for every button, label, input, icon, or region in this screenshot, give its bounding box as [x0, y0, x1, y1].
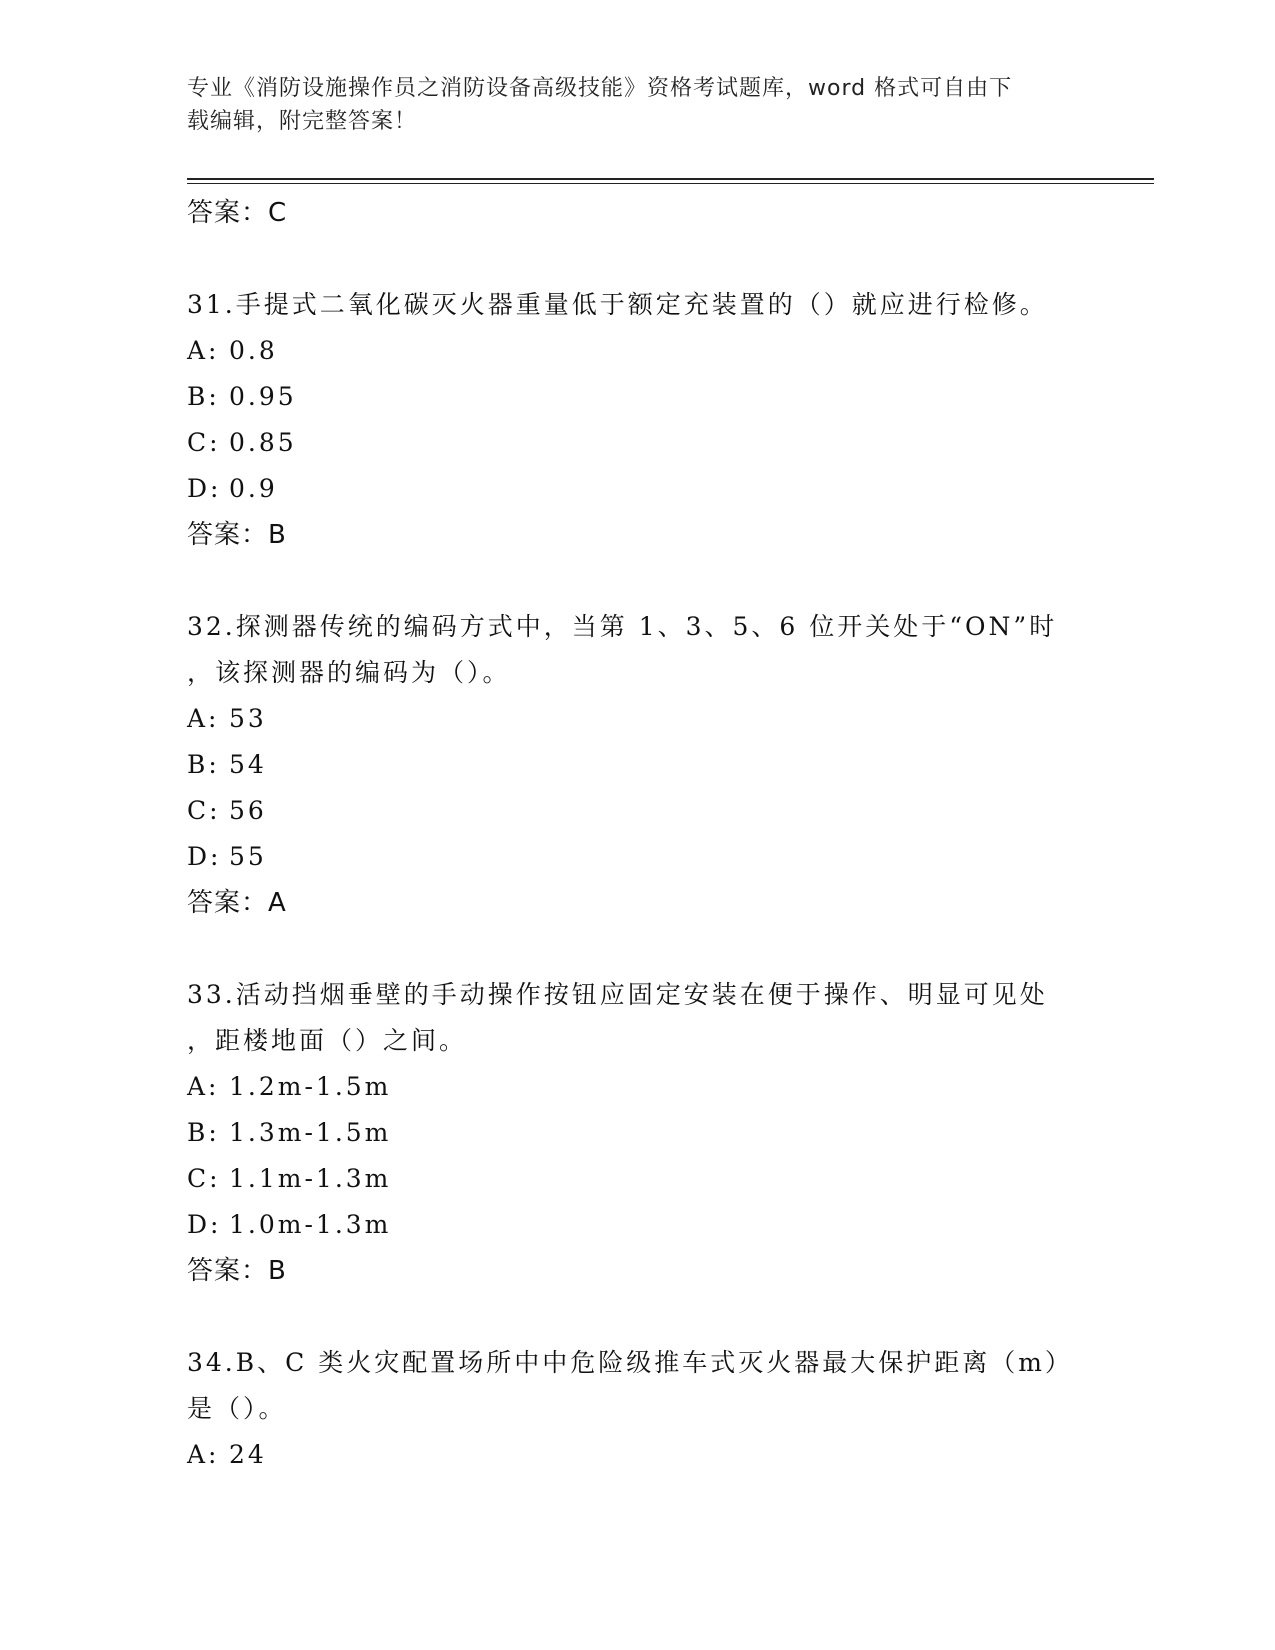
option-label: A: — [187, 704, 220, 733]
option-label: D: — [187, 474, 222, 503]
option-label: D: — [187, 1210, 222, 1239]
option-a — [187, 328, 1107, 374]
question-33 — [187, 972, 1107, 1294]
question-34 — [187, 1340, 1107, 1478]
option-text: 24 — [229, 1440, 267, 1469]
answer-prefix: 答案： — [187, 198, 269, 228]
option-c — [187, 788, 1107, 834]
option-label: A: — [187, 336, 220, 365]
answer-value: B — [268, 520, 287, 550]
header-divider-thin — [187, 183, 1154, 184]
question-text-continued: ，距楼地面（）之间。 — [187, 1026, 468, 1055]
option-text: 0.85 — [229, 428, 297, 457]
option-text: 0.95 — [229, 382, 297, 411]
option-text: 1.2m-1.5m — [229, 1072, 392, 1101]
question-text: 34.B、C 类火灾配置场所中中危险级推车式灭火器最大保护距离（m） — [187, 1348, 1073, 1377]
answer-value: C — [268, 198, 288, 228]
option-label: B: — [187, 1118, 220, 1147]
answer-prefix: 答案： — [187, 520, 269, 550]
option-b — [187, 742, 1107, 788]
option-text: 0.9 — [229, 474, 278, 503]
option-b — [187, 374, 1107, 420]
option-text: 1.3m-1.5m — [229, 1118, 392, 1147]
spacer — [187, 1294, 1107, 1340]
previous-answer — [187, 190, 1107, 236]
question-text-continued: ，该探测器的编码为（）。 — [187, 658, 511, 687]
spacer — [187, 926, 1107, 972]
option-text: 55 — [229, 842, 267, 871]
question-31 — [187, 282, 1107, 558]
question-text-continued: 是（）。 — [187, 1394, 287, 1423]
option-a — [187, 1432, 1107, 1478]
option-label: B: — [187, 750, 220, 779]
question-text: 33.活动挡烟垂壁的手动操作按钮应固定安装在便于操作、明显可见处 — [187, 980, 1048, 1009]
header-divider-thick — [187, 178, 1154, 180]
spacer — [187, 236, 1107, 282]
answer-value: A — [268, 888, 287, 918]
option-text: 1.1m-1.3m — [229, 1164, 392, 1193]
option-label: A: — [187, 1440, 220, 1469]
question-text: 32.探测器传统的编码方式中，当第 1、3、5、6 位开关处于“ON”时 — [187, 612, 1058, 641]
question-text: 31.手提式二氧化碳灭火器重量低于额定充装置的（）就应进行检修。 — [187, 290, 1048, 319]
document-header — [187, 72, 1087, 138]
question-answer — [187, 1248, 1107, 1294]
option-text: 1.0m-1.3m — [229, 1210, 392, 1239]
option-a — [187, 696, 1107, 742]
option-label: A: — [187, 1072, 220, 1101]
question-content — [187, 190, 1107, 1478]
option-label: B: — [187, 382, 220, 411]
option-text: 54 — [229, 750, 267, 779]
answer-prefix: 答案： — [187, 1256, 269, 1286]
question-answer — [187, 880, 1107, 926]
question-32 — [187, 604, 1107, 926]
option-text: 0.8 — [229, 336, 278, 365]
option-label: C: — [187, 796, 221, 825]
option-c — [187, 420, 1107, 466]
spacer — [187, 558, 1107, 604]
question-answer — [187, 512, 1107, 558]
option-d — [187, 834, 1107, 880]
option-b — [187, 1110, 1107, 1156]
answer-prefix: 答案： — [187, 888, 269, 918]
header-line-2: 载编辑，附完整答案！ — [187, 109, 418, 134]
header-line-1: 专业《消防设施操作员之消防设备高级技能》资格考试题库，word 格式可自由下 — [187, 76, 1013, 101]
option-a — [187, 1064, 1107, 1110]
option-text: 56 — [229, 796, 267, 825]
option-label: C: — [187, 428, 221, 457]
option-d — [187, 1202, 1107, 1248]
answer-value: B — [268, 1256, 287, 1286]
option-c — [187, 1156, 1107, 1202]
option-label: D: — [187, 842, 222, 871]
option-label: C: — [187, 1164, 221, 1193]
option-text: 53 — [229, 704, 267, 733]
option-d — [187, 466, 1107, 512]
